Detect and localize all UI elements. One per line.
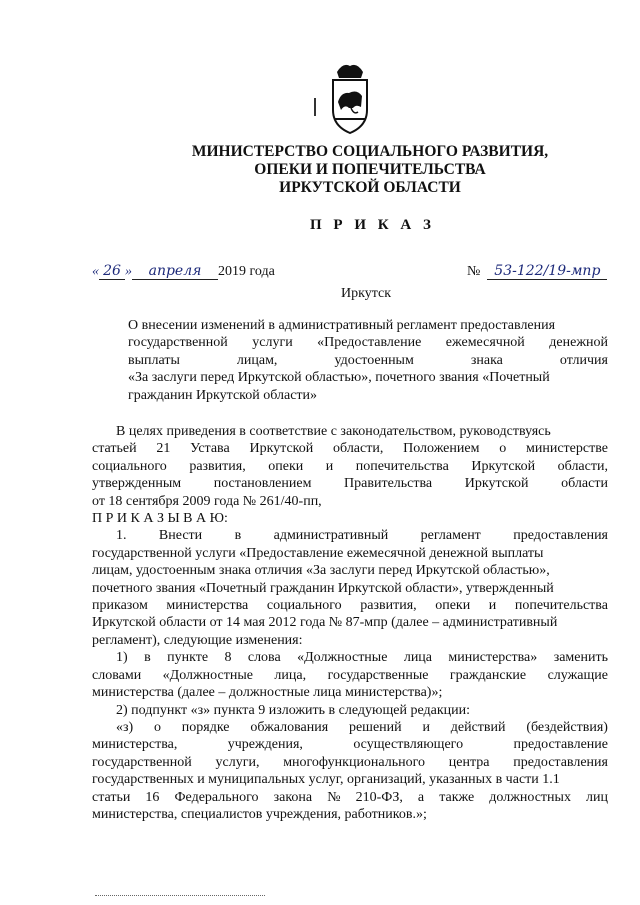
word: 16	[145, 789, 160, 805]
word: удостоенным	[334, 352, 414, 368]
date-close-quote: »	[125, 264, 132, 279]
paragraph-line	[92, 527, 608, 544]
ministry-name	[180, 143, 560, 197]
word: Федерального	[174, 789, 259, 805]
coat-of-arms-icon	[327, 58, 373, 136]
order-body	[92, 423, 608, 823]
paragraph-line	[92, 423, 608, 440]
word: лица	[403, 650, 433, 666]
word: постановлением	[213, 476, 312, 492]
word: П Р И К А З Ы В А Ю:	[92, 511, 228, 527]
word: 21	[156, 441, 171, 457]
word: Иркутской области от 14 мая 2012 года № 87-мпр (далее – административный	[92, 615, 558, 631]
word: министерстве	[525, 441, 608, 457]
word: №	[327, 789, 341, 805]
number-label: №	[467, 264, 481, 279]
document-title: П Р И К А З	[310, 217, 435, 233]
word: денежной	[549, 335, 608, 351]
word: 8	[224, 650, 232, 666]
word: знака	[470, 352, 503, 368]
paragraph-line	[92, 545, 608, 562]
word: статьи	[92, 789, 131, 805]
word: Иркутской	[471, 458, 536, 474]
paragraph-line	[92, 597, 608, 614]
word: О внесении изменений в административный регламент предоставления	[128, 318, 556, 333]
margin-mark	[314, 98, 316, 116]
subject-line	[128, 369, 608, 386]
word: лица,	[274, 667, 307, 683]
word: попечительства	[514, 598, 608, 614]
word: опеки	[435, 598, 471, 614]
word: регламент), следующие изменения:	[92, 632, 303, 648]
word: выплаты	[128, 352, 180, 368]
paragraph-line	[92, 440, 608, 457]
word: Правительства	[344, 476, 433, 492]
paragraph-line	[92, 475, 608, 492]
word: социального	[266, 598, 342, 614]
word: услуги	[252, 335, 293, 351]
word: социального	[92, 458, 167, 474]
word: а	[417, 789, 425, 805]
word: В целях приведения в соответствие с законодательством, руководствуясь	[116, 424, 551, 439]
word: государственной услуги «Предоставление ежемесячной денежной выплаты	[92, 545, 544, 561]
word: и	[488, 598, 497, 614]
word: статьей	[92, 441, 137, 457]
paragraph-line	[92, 702, 608, 719]
word: предоставление	[513, 737, 608, 753]
subject-line	[128, 352, 608, 369]
word: государственной	[92, 754, 192, 770]
subject-line	[128, 334, 608, 351]
word: решений	[348, 719, 402, 735]
word: заменить	[553, 650, 608, 666]
word: отличия	[559, 352, 608, 368]
subject-line	[128, 387, 608, 404]
ministry-line: МИНИСТЕРСТВО СОЦИАЛЬНОГО РАЗВИТИЯ,	[191, 143, 549, 160]
word: утвержденным	[92, 476, 182, 492]
word: «Должностные	[297, 650, 388, 666]
word: пункте	[167, 650, 209, 666]
word: 210-ФЗ,	[355, 789, 403, 805]
city: Иркутск	[341, 286, 392, 301]
word: обжалования	[250, 719, 329, 735]
number-value: 53-122/19-мпр	[487, 263, 607, 280]
word: лицам,	[236, 352, 278, 368]
subject-line	[128, 317, 608, 334]
paragraph-line	[92, 614, 608, 631]
word: Иркутской	[249, 441, 314, 457]
word: осуществляющего	[353, 737, 464, 753]
word: государственной	[128, 335, 228, 351]
paragraph-line	[92, 510, 608, 527]
paragraph-line	[92, 806, 608, 823]
word: министерства,	[92, 737, 178, 753]
word: почетного звания «Почетный гражданин Иркутской области», утвержденный	[92, 580, 554, 596]
word: государственных и муниципальных услуг, организаций, указанных в части 1.1	[92, 772, 560, 788]
order-number	[467, 263, 607, 280]
word: о	[154, 719, 161, 735]
word: в	[234, 528, 242, 544]
paragraph-line	[92, 789, 608, 806]
paragraph-line	[92, 771, 608, 788]
word: должностных	[489, 789, 571, 805]
word: многофункционального	[283, 754, 426, 770]
word: «Предоставление	[317, 335, 422, 351]
word: Положением	[403, 441, 480, 457]
word: действий	[450, 719, 506, 735]
word: министерства»	[448, 650, 538, 666]
word: и	[325, 458, 334, 474]
word: административный	[273, 528, 389, 544]
word: закона	[273, 789, 313, 805]
word: 2) подпункт «з» пункта 9 изложить в следующей редакции:	[116, 702, 470, 718]
word: развития,	[360, 598, 417, 614]
paragraph-line	[92, 684, 608, 701]
word: «Должностные	[162, 667, 253, 683]
paragraph-line	[92, 458, 608, 475]
word: слова	[247, 650, 281, 666]
word: лиц	[586, 789, 608, 805]
paragraph-line	[92, 562, 608, 579]
word: гражданские	[449, 667, 527, 683]
word: (бездействия)	[526, 719, 608, 735]
paragraph-line	[92, 580, 608, 597]
word: 1)	[116, 650, 128, 666]
word: и	[422, 719, 430, 735]
word: также	[439, 789, 475, 805]
paragraph-line	[92, 649, 608, 666]
word: области,	[557, 458, 608, 474]
date-open-quote: «	[92, 264, 99, 279]
word: лицам, удостоенным знака отличия «За заслуги перед Иркутской областью»,	[92, 563, 550, 579]
word: Устава	[190, 441, 230, 457]
order-subject	[128, 317, 608, 404]
word: «За заслуги перед Иркутской областью», почетного звания «Почетный	[128, 370, 550, 386]
word: опеки	[268, 458, 304, 474]
word: области,	[333, 441, 384, 457]
ministry-line: ИРКУТСКОЙ ОБЛАСТИ	[279, 179, 461, 196]
paragraph-line	[92, 667, 608, 684]
word: служащие	[547, 667, 608, 683]
paragraph-line	[92, 736, 608, 753]
word: Внести	[158, 528, 203, 544]
word: предоставления	[513, 754, 608, 770]
word: развития,	[189, 458, 246, 474]
date-year: 2019 года	[218, 264, 275, 279]
word: ежемесячной	[445, 335, 525, 351]
ministry-line: ОПЕКИ И ПОПЕЧИТЕЛЬСТВА	[254, 161, 486, 178]
word: области	[561, 476, 608, 492]
word: министерства	[166, 598, 249, 614]
paragraph-line	[92, 493, 608, 510]
date-month: апреля	[132, 263, 218, 280]
word: министерства, специалистов учреждения, работников.»;	[92, 806, 427, 822]
word: учреждения,	[227, 737, 303, 753]
order-date	[92, 263, 275, 280]
word: центра	[448, 754, 490, 770]
word: попечительства	[355, 458, 449, 474]
word: в	[144, 650, 151, 666]
paragraph-line	[92, 719, 608, 736]
word: предоставления	[513, 528, 608, 544]
word: приказом	[92, 598, 148, 614]
word: услуги,	[215, 754, 260, 770]
word: министерства (далее – должностные лица министерства)»;	[92, 685, 443, 701]
word: словами	[92, 667, 142, 683]
word: регламент	[420, 528, 481, 544]
word: Иркутской	[464, 476, 529, 492]
date-day: 26	[99, 263, 125, 280]
paragraph-line	[92, 632, 608, 649]
word: государственные	[327, 667, 429, 683]
word: порядке	[181, 719, 230, 735]
word: о	[499, 441, 507, 457]
word: «з)	[116, 719, 134, 735]
word: гражданин Иркутской области»	[128, 387, 318, 403]
paragraph-line	[92, 754, 608, 771]
word: от 18 сентября 2009 года № 261/40-пп,	[92, 493, 322, 509]
word: 1.	[116, 528, 127, 544]
footer-rule	[95, 895, 265, 897]
